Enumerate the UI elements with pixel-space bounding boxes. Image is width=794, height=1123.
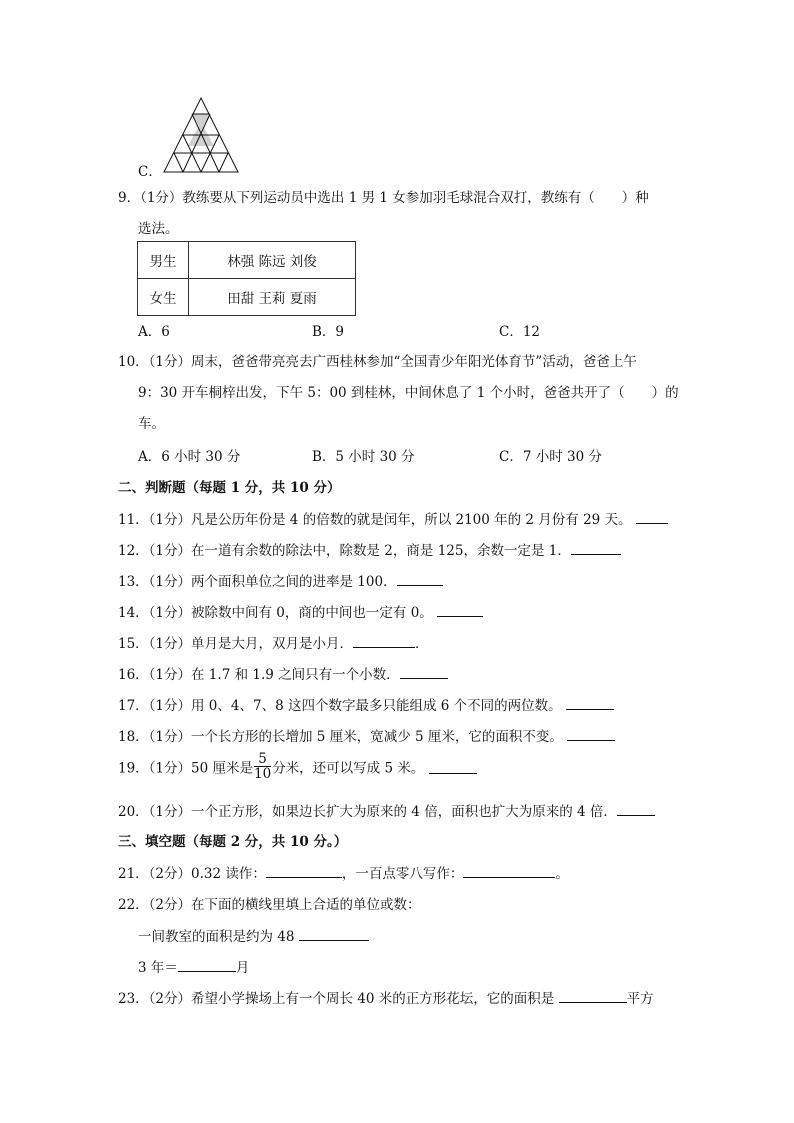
question-tail: ．	[415, 636, 429, 652]
question-text: 18．（1分）一个长方形的长增加 5 厘米，宽减少 5 厘米，它的面积不变。	[118, 729, 568, 745]
table-row	[138, 242, 356, 279]
q9-line2: 选法。	[138, 221, 179, 237]
table-cell-key: 男生	[138, 242, 189, 279]
question-text: 12．（1分）在一道有余数的除法中，除数是 2，商是 125，余数一定是 1．	[118, 543, 571, 559]
answer-blank[interactable]	[299, 926, 369, 941]
question-text: 20．（1分）一个正方形，如果边长扩大为原来的 4 倍，面积也扩大为原来的 4 倍．	[118, 804, 617, 820]
question-text: 一间教室的面积是约为 48	[138, 929, 299, 945]
fill-item-q22-part2	[138, 956, 249, 976]
figure-option-label: C．	[138, 164, 162, 180]
answer-blank[interactable]	[636, 509, 668, 524]
fraction	[254, 752, 271, 781]
answer-blank[interactable]	[429, 759, 477, 774]
question-text-end: 月	[235, 960, 250, 976]
question-text-end: 。	[555, 866, 569, 882]
question-text-end: 平方	[626, 991, 654, 1007]
question-text: 17．（1分）用 0、4、7、8 这四个数字最多只能组成 6 个不同的两位数。	[118, 698, 566, 714]
answer-blank[interactable]	[567, 726, 615, 741]
question-text: 19．（1分）50 厘米是	[118, 760, 253, 777]
answer-blank[interactable]	[353, 633, 415, 648]
judge-item	[118, 601, 483, 621]
section-heading-judge: 二、判断题（每题 1 分，共 10 分）	[118, 480, 341, 496]
q9-option-b: B．9	[312, 324, 345, 340]
answer-blank[interactable]	[266, 863, 342, 878]
triangle-figure	[162, 96, 240, 174]
table-cell-value: 田甜 王莉 夏雨	[189, 279, 356, 316]
judge-item	[118, 694, 614, 714]
answer-blank[interactable]	[463, 863, 555, 878]
answer-blank[interactable]	[178, 957, 236, 972]
fill-item-q22-part1	[138, 925, 369, 945]
answer-blank[interactable]	[400, 664, 448, 679]
question-text: 21．（2分）0.32 读作：	[118, 866, 266, 882]
fill-item-q21	[118, 862, 569, 882]
fraction-numerator: 5	[254, 752, 271, 767]
fraction-denominator: 10	[254, 766, 272, 782]
fill-item-q22: 22．（2分）在下面的横线里填上合适的单位或数：	[118, 897, 421, 913]
judge-item	[118, 725, 615, 745]
answer-blank[interactable]	[437, 602, 483, 617]
q10-line1: 10．（1分）周末，爸爸带亮亮去广西桂林参加“全国青少年阳光体育节”活动，爸爸上午	[118, 354, 637, 370]
question-text: 14．（1分）被除数中间有 0，商的中间也一定有 0。	[118, 605, 438, 621]
q10-line3: 车。	[138, 416, 165, 432]
answer-blank[interactable]	[571, 540, 621, 555]
judge-item	[118, 539, 621, 559]
judge-item	[118, 508, 668, 528]
q9-option-c: C．12	[499, 324, 541, 340]
question-text: 11．（1分）凡是公历年份是 4 的倍数的就是闰年，所以 2100 年的 2 月份有 29 天。	[118, 512, 632, 528]
q10-option-a: A．6 小时 30 分	[138, 449, 241, 465]
answer-blank[interactable]	[559, 988, 627, 1003]
answer-blank[interactable]	[566, 695, 614, 710]
judge-item	[118, 570, 443, 590]
judge-item	[118, 632, 429, 652]
q10-option-c: C．7 小时 30 分	[499, 449, 602, 465]
question-text: 23．（2分）希望小学操场上有一个周长 40 米的正方形花坛，它的面积是	[118, 991, 559, 1007]
answer-blank[interactable]	[397, 571, 443, 586]
section-heading-fill: 三、填空题（每题 2 分，共 10 分。）	[118, 834, 348, 850]
answer-blank[interactable]	[617, 801, 655, 816]
table-row	[138, 279, 356, 316]
q9-line1: 9．（1分）教练要从下列运动员中选出 1 男 1 女参加羽毛球混合双打，教练有（ ）种	[118, 190, 649, 206]
table-cell-value: 林强 陈远 刘俊	[189, 242, 356, 279]
q9-option-a: A．6	[138, 324, 170, 340]
q10-option-b: B．5 小时 30 分	[312, 449, 415, 465]
question-text: 3 年＝	[138, 960, 178, 976]
question-text: 13．（1分）两个面积单位之间的进率是 100．	[118, 574, 397, 590]
judge-item	[118, 800, 655, 820]
judge-item	[118, 663, 448, 683]
fill-item-q23	[118, 987, 654, 1007]
question-text: 15．（1分）单月是大月，双月是小月．	[118, 636, 354, 652]
question-text: 16．（1分）在 1.7 和 1.9 之间只有一个小数．	[118, 667, 400, 683]
question-text-mid: ，一百点零八写作：	[341, 866, 464, 882]
question-text-cont: 分米，还可以写成 5 米。	[272, 760, 429, 777]
q9-table	[137, 241, 356, 316]
judge-item-q19	[118, 752, 477, 781]
table-cell-key: 女生	[138, 279, 189, 316]
q10-line2: 9：30 开车桐梓出发，下午 5：00 到桂林，中间休息了 1 个小时，爸爸共开了（ ）的	[138, 385, 679, 401]
